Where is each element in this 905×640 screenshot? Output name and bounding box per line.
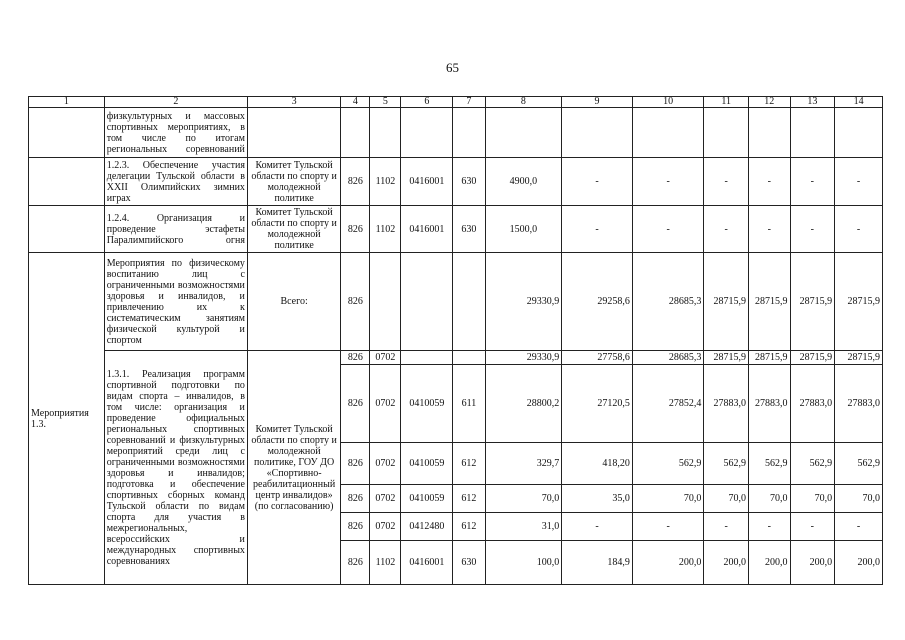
table-row: 1.2.3. Обеспечение участия делегации Тульской области в XXII Олимпийских зимних играх Комитет Тульской области по спорту и молодежной политике 826 1102 0416001 630 4900,0 - - - - - -: [29, 158, 883, 206]
executor-cell: Комитет Тульской области по спорту и молодежной политике: [247, 158, 340, 206]
table-row: 826 0702 0412480 612 31,0 - - - - - -: [29, 513, 883, 541]
header-cell: 12: [749, 97, 791, 108]
header-row: [29, 97, 883, 108]
code-cell: Мероприятия 1.3.: [29, 253, 105, 585]
header-cell: 14: [835, 97, 883, 108]
header-cell: 5: [370, 97, 401, 108]
description-cell: физкультурных и массовых спортивных мероприятиях, в том числе по итогам региональных соревнований: [104, 108, 247, 158]
table-row: 826 0702 0410059 612 329,7 418,20 562,9 562,9 562,9 562,9 562,9: [29, 443, 883, 485]
header-cell: 6: [401, 97, 453, 108]
description-cell: Мероприятия по физическому воспитанию лиц с ограниченными возможностями здоровья и инвалидов, и привлечению их к систематическим занятиям физической культурой и спортом: [104, 253, 247, 351]
table-row: 826 1102 0416001 630 100,0 184,9 200,0 200,0 200,0 200,0 200,0: [29, 541, 883, 585]
description-cell: 1.3.1. Реализация программ спортивной подготовки по видам спорта – инвалидов, в том числе: организация и проведение официальных региональных спортивных соревнований и физкультурных мероприятий среди лиц с ограниченными возможностями здоровья и инвалидов; подготовка и обеспечение спортивных сборных команд Тульской области по видам спорта для участия в межрегиональных, всероссийских и международных спортивных соревнованиях: [104, 351, 247, 585]
table-row: [29, 108, 883, 158]
header-cell: 4: [341, 97, 370, 108]
header-cell: 7: [453, 97, 485, 108]
code-cell: [29, 108, 105, 158]
description-cell: 1.2.4. Организация и проведение эстафеты Паралимпийского огня: [104, 206, 247, 253]
budget-table: [28, 96, 883, 585]
header-cell: 1: [29, 97, 105, 108]
table-row: 1.2.4. Организация и проведение эстафеты Паралимпийского огня Комитет Тульской области по спорту и молодежной политике 826 1102 0416001 630 1500,0 - - - - - -: [29, 206, 883, 253]
table-row: 1.3.1. Реализация программ спортивной подготовки по видам спорта – инвалидов, в том числе: организация и проведение официальных региональных спортивных соревнований и физкультурных мероприятий среди лиц с ограниченными возможностями здоровья и инвалидов; подготовка и обеспечение спортивных сборных команд Тульской области по видам спорта для участия в межрегиональных, всероссийских и международных спортивных соревнованиях Комитет Тульской области по спорту и молодежной политике, ГОУ ДО «Спортивно-реабилитационный центр инвалидов» (по согласованию) 826 0702 29330,9 27758,6 28685,3 28715,9 28715,9 28715,9 28715,9: [29, 351, 883, 365]
description-cell: 1.2.3. Обеспечение участия делегации Тульской области в XXII Олимпийских зимних играх: [104, 158, 247, 206]
executor-cell: Комитет Тульской области по спорту и молодежной политике, ГОУ ДО «Спортивно-реабилитационный центр инвалидов» (по согласованию): [247, 351, 340, 585]
page-number: 65: [446, 60, 459, 75]
header-cell: 13: [790, 97, 835, 108]
header-cell: 2: [104, 97, 247, 108]
header-cell: 11: [704, 97, 749, 108]
table-row: 826 0702 0410059 612 70,0 35,0 70,0 70,0 70,0 70,0 70,0: [29, 485, 883, 513]
header-cell: 10: [632, 97, 704, 108]
executor-cell: Комитет Тульской области по спорту и молодежной политике: [247, 206, 340, 253]
table-row: 826 0702 0410059 611 28800,2 27120,5 27852,4 27883,0 27883,0 27883,0 27883,0: [29, 365, 883, 443]
table-row: Мероприятия 1.3. Мероприятия по физическому воспитанию лиц с ограниченными возможностями здоровья и инвалидов, и привлечению их к систематическим занятиям физической культурой и спортом Всего: 826 29330,9 29258,6 28685,3 28715,9 28715,9 28715,9 28715,9: [29, 253, 883, 351]
header-cell: 8: [485, 97, 562, 108]
header-cell: 3: [247, 97, 340, 108]
executor-cell: Всего:: [247, 253, 340, 351]
header-cell: 9: [562, 97, 633, 108]
